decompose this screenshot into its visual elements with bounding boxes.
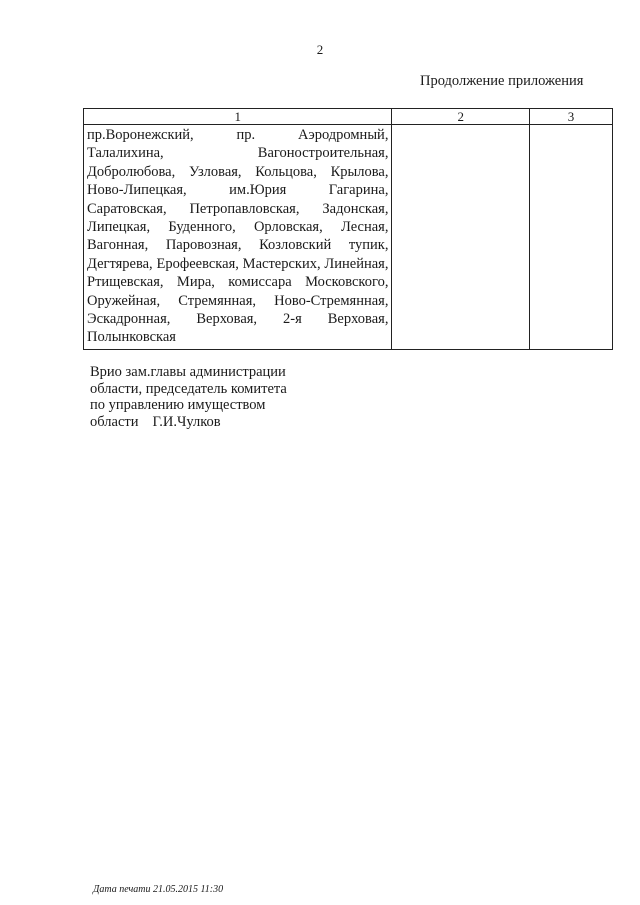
table-cell-col2 bbox=[392, 125, 530, 350]
table-header-row bbox=[84, 109, 613, 125]
column-header-3: 3 bbox=[529, 109, 612, 125]
column-header-2: 2 bbox=[392, 109, 530, 125]
signatory-region: области bbox=[90, 413, 139, 430]
table-cell-col3 bbox=[529, 125, 612, 350]
signatory-title-line-3: по управлению имуществом bbox=[90, 397, 266, 413]
page-number: 2 bbox=[316, 42, 324, 57]
table-row bbox=[84, 125, 613, 350]
signatory-title-line-1: Врио зам.главы администрации bbox=[90, 364, 286, 380]
continuation-heading: Продолжение приложения bbox=[420, 73, 584, 89]
signatory-title-line-2: области, председатель комитета bbox=[90, 380, 287, 397]
column-header-1: 1 bbox=[84, 109, 392, 125]
appendix-table bbox=[83, 108, 613, 350]
print-date: Дата печати 21.05.2015 11:30 bbox=[93, 884, 224, 895]
street-list-cell: пр.Воронежский, пр. Аэродромный, Талалихина, Вагоностроительная, Добролюбова, Узловая, Кольцова, Крылова, Ново-Липецкая, им.Юрия Гагарина, Саратовская, Петропавловская, Задонская, Липецкая, Буденного, Орловская, Лесная, Вагонная, Паровозная, Козловский тупик, Дегтярева, Ерофеевская, Мастерских, Линейная, Ртищевская, Мира, комиссара Московского, Оружейная, Стремянная, Ново-Стремянная, Эскадронная, Верховая, 2-я Верховая, Полынковская bbox=[84, 125, 392, 350]
signatory-title-line-4 bbox=[90, 414, 287, 431]
signature-block bbox=[90, 364, 287, 430]
signatory-name: Г.И.Чулков bbox=[152, 413, 221, 430]
